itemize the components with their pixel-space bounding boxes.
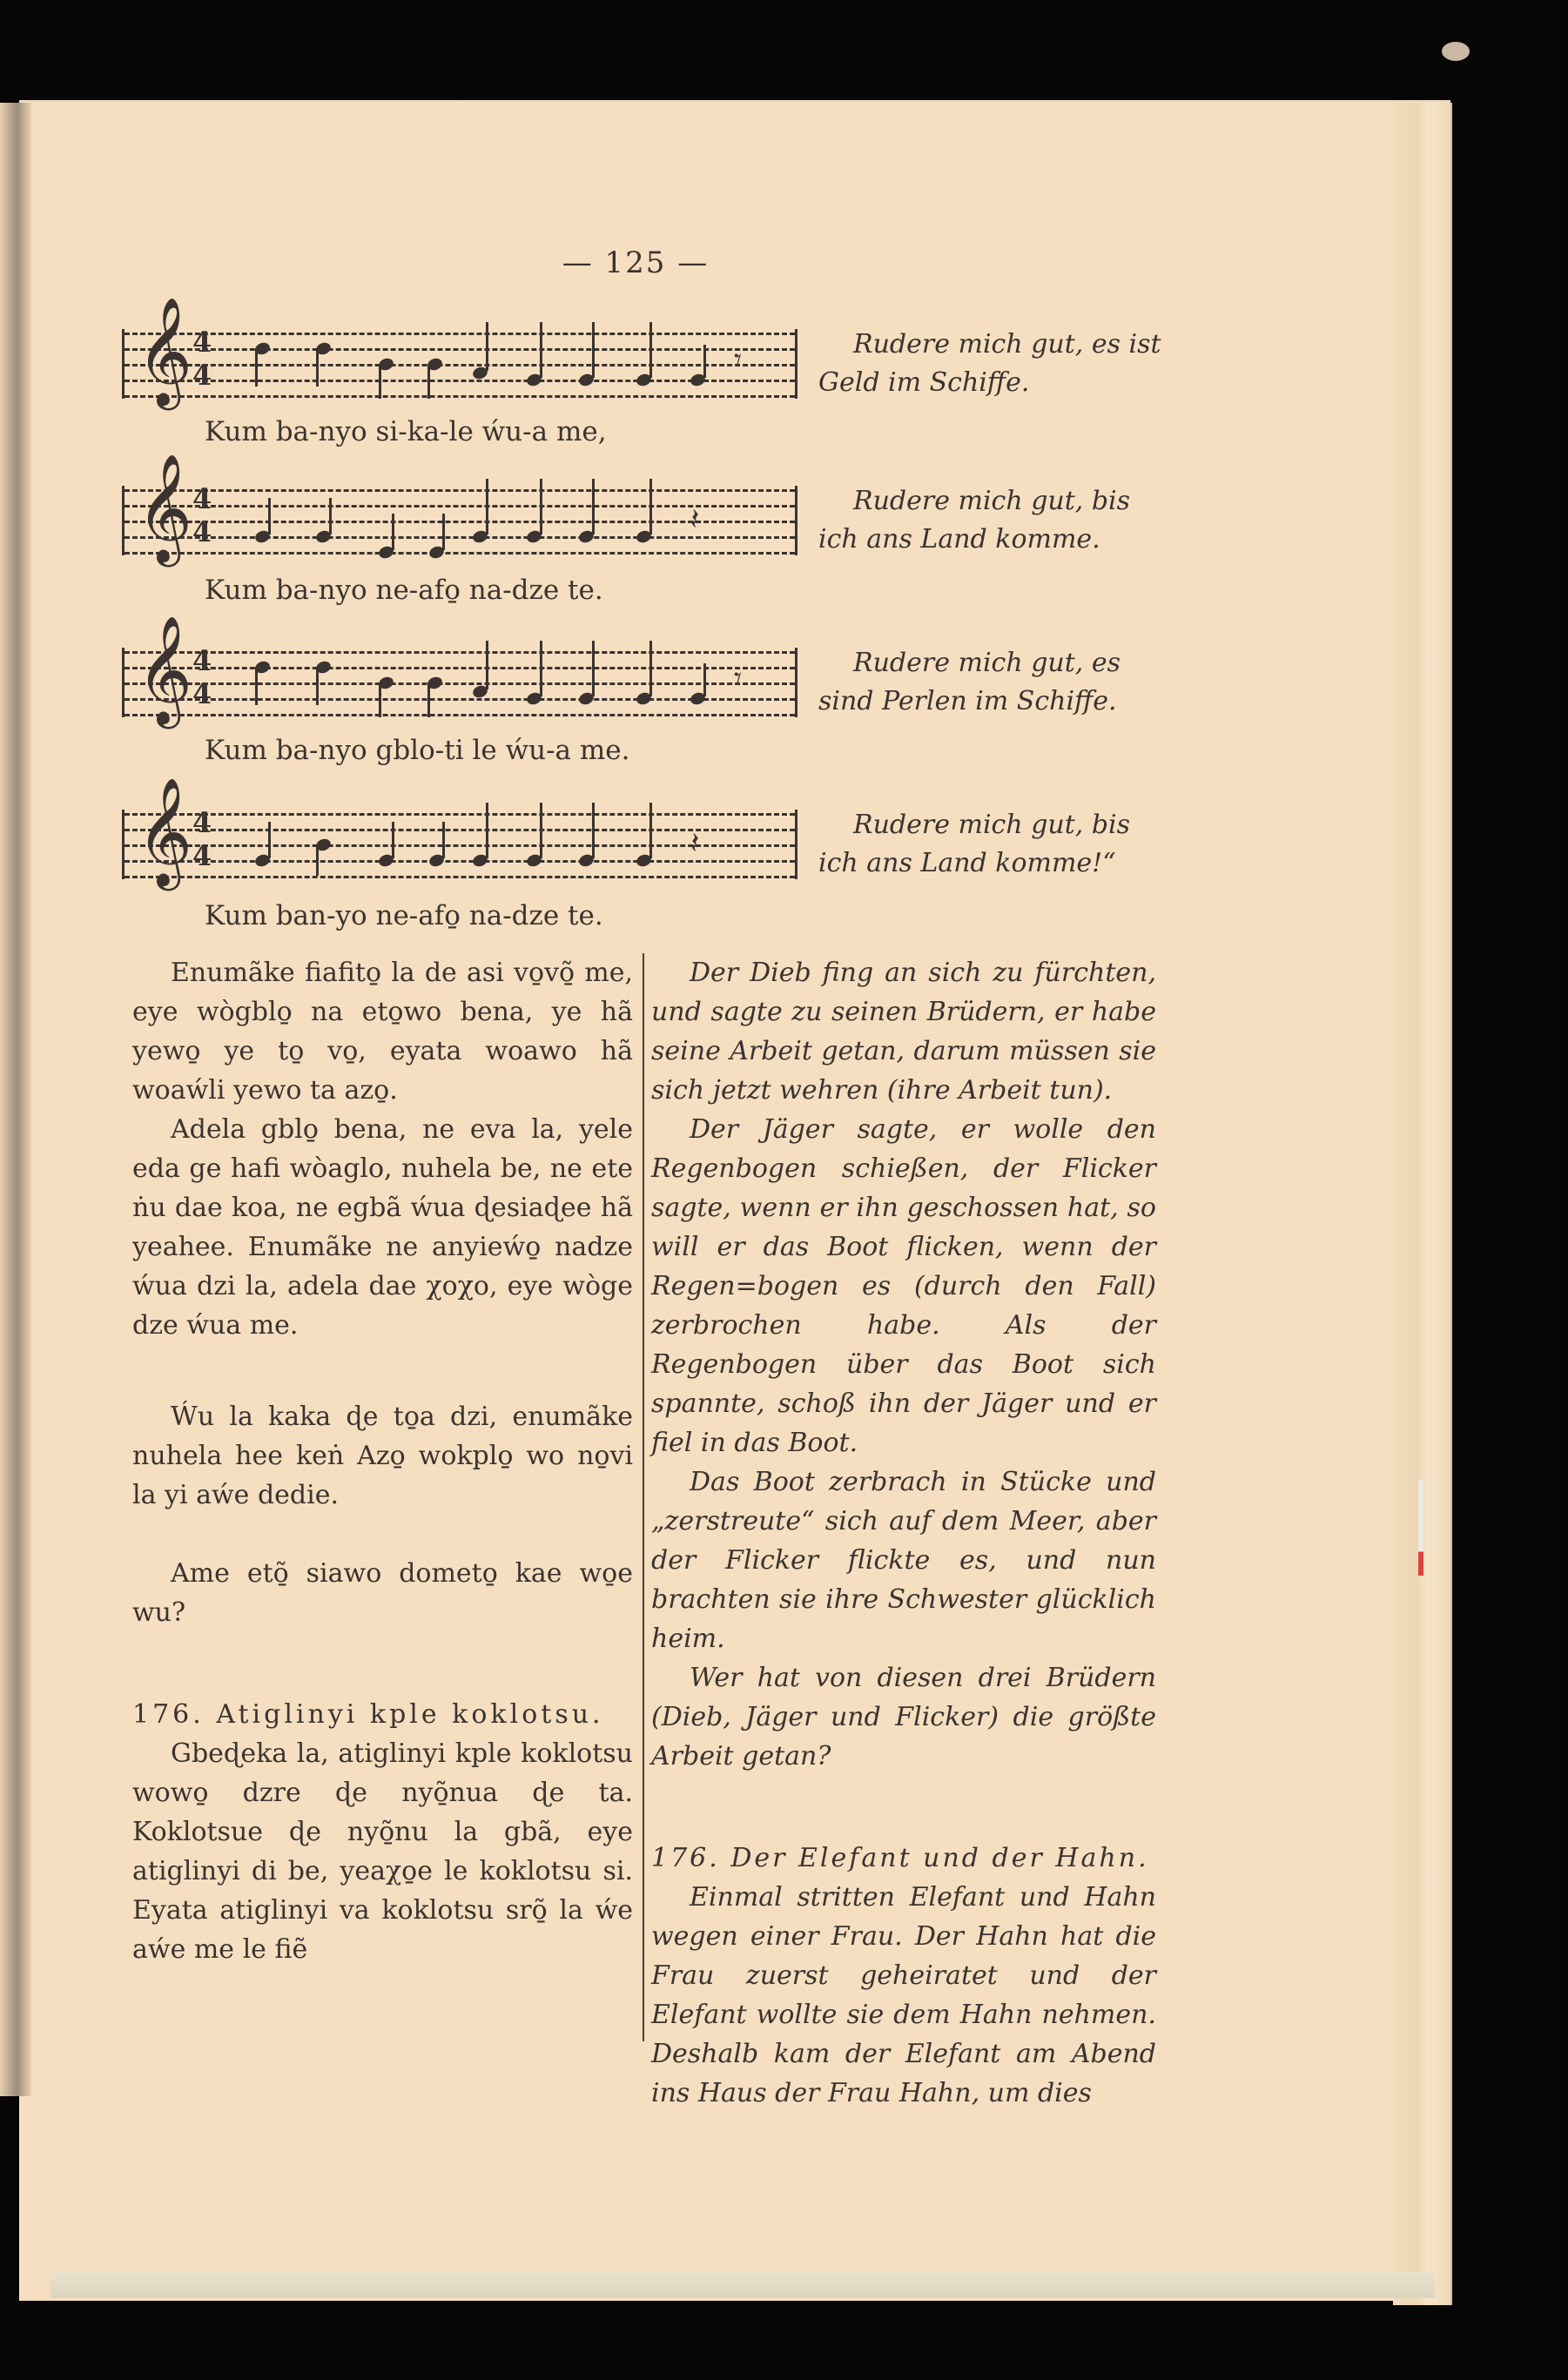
time-signature: 4 4 — [192, 644, 212, 710]
time-signature: 4 4 — [192, 326, 212, 392]
page-number: — 125 — — [562, 245, 710, 280]
time-signature: 4 4 — [192, 482, 212, 548]
quarter-rest-icon: 𝄽 — [690, 502, 700, 537]
time-signature: 4 4 — [192, 806, 212, 872]
german-text-column — [651, 953, 1156, 2113]
paragraph: Einmal stritten Elefant und Hahn wegen einer Frau. Der Hahn hat die Frau zuerst geheiratet und der Elefant wollte sie dem Hahn nehmen. Deshalb kam der Elefant am Abend ins Haus der Frau Hahn, um dies — [651, 1882, 1156, 2108]
page-fore-edge — [1393, 103, 1452, 2305]
staff-lines — [122, 615, 797, 724]
german-gloss: Rudere mich gut, es sind Perlen im Schiffe. — [818, 648, 1121, 716]
german-gloss: Rudere mich gut, bis ich ans Land komme!“ — [818, 810, 1131, 878]
paragraph: Der Dieb fing an sich zu fürchten, und sagte zu seinen Brüdern, er habe seine Arbeit getan, darum müssen sie sich jetzt wehren (ihre Arbeit tun). — [651, 958, 1156, 1106]
bookmark-ribbon — [1418, 1480, 1423, 1576]
lyric-line: Kum ban-yo ne-afo̱ na-dze te. — [205, 900, 603, 931]
paragraph: Adela gblo̱ bena, ne eva la, yele eda ge hafi wòaglo, nuhela be, ne ete ṅu dae koa, ne egbã ẃua ɖesiaɖee hã yeahee. Enumãke ne anyieẃo̱ nadze ẃua dzi la, adela dae χoχo, eye wòge dze ẃua me. — [132, 1114, 633, 1341]
story-heading: 176. Atiglinyi kple koklotsu. — [132, 1699, 604, 1730]
lyric-line: Kum ba-nyo si-ka-le ẃu-a me, — [205, 416, 607, 447]
paragraph: Ẃu la kaka ɖe to̱a dzi, enumãke nuhela hee keṅ Azo̱ wokplo̱ wo no̱vi la yi aẃe dedie. — [132, 1402, 633, 1510]
eighth-rest-icon: 𝄾 — [734, 342, 743, 377]
treble-clef-icon: 𝄞 — [137, 454, 192, 562]
staff-lines — [122, 777, 797, 886]
treble-clef-icon: 𝄞 — [137, 297, 192, 406]
lyric-line: Kum ba-nyo ne-afo̱ na-dze te. — [205, 575, 603, 606]
ewe-text-column — [132, 953, 633, 1969]
paragraph: Gbeɖeka la, atiglinyi kple koklotsu wowo̱ dzre ɖe nyõ̱nua ɖe ta. Koklotsue ɖe nyõ̱nu la gbã, eye atiglinyi di be, yeaχo̱e le koklotsu si. Eyata atiglinyi va koklotsu srõ̱ la ẃe aẃe me le fiẽ — [132, 1738, 633, 1965]
column-divider — [643, 953, 644, 2041]
german-gloss: Rudere mich gut, bis ich ans Land komme. — [818, 486, 1131, 555]
staff-lines — [122, 454, 797, 562]
quarter-rest-icon: 𝄽 — [690, 826, 700, 861]
german-gloss: Rudere mich gut, es ist Geld im Schiffe. — [818, 329, 1161, 398]
page-bottom-edge — [50, 2272, 1435, 2298]
dust-speck — [1442, 42, 1470, 61]
paragraph: Enumãke fiafito̱ la de asi vo̱võ̱ me, eye wògblo̱ na eto̱wo bena, ye hã yewo̱ ye to̱ vo̱, eyata woawo hã woaẃli yewo ta azo̱. — [132, 958, 633, 1106]
paragraph: Das Boot zerbrach in Stücke und „zerstreute“ sich auf dem Meer, aber der Flicker flickte es, und nun brachten sie ihre Schwester glücklich heim. — [651, 1467, 1156, 1654]
eighth-rest-icon: 𝄾 — [734, 661, 743, 696]
treble-clef-icon: 𝄞 — [137, 615, 192, 724]
treble-clef-icon: 𝄞 — [137, 777, 192, 886]
binding-gutter — [0, 103, 31, 2096]
lyric-line: Kum ba-nyo gblo-ti le ẃu-a me. — [205, 735, 630, 766]
paragraph: Der Jäger sagte, er wolle den Regenbogen schießen, der Flicker sagte, wenn er ihn geschossen hat, so will er das Boot flicken, wenn der Regen=bogen es (durch den Fall) zerbrochen habe. Als der Regenbogen über das Boot sich spannte, schoß ihn der Jäger und er fiel in das Boot. — [651, 1114, 1156, 1458]
paragraph: Wer hat von diesen drei Brüdern (Dieb, Jäger und Flicker) die größte Arbeit getan? — [651, 1663, 1156, 1772]
story-heading: 176. Der Elefant und der Hahn. — [651, 1843, 1149, 1873]
paragraph: Ame etõ̱ siawo dometo̱ kae wo̱e wu? — [132, 1558, 633, 1628]
staff-lines — [122, 297, 797, 406]
